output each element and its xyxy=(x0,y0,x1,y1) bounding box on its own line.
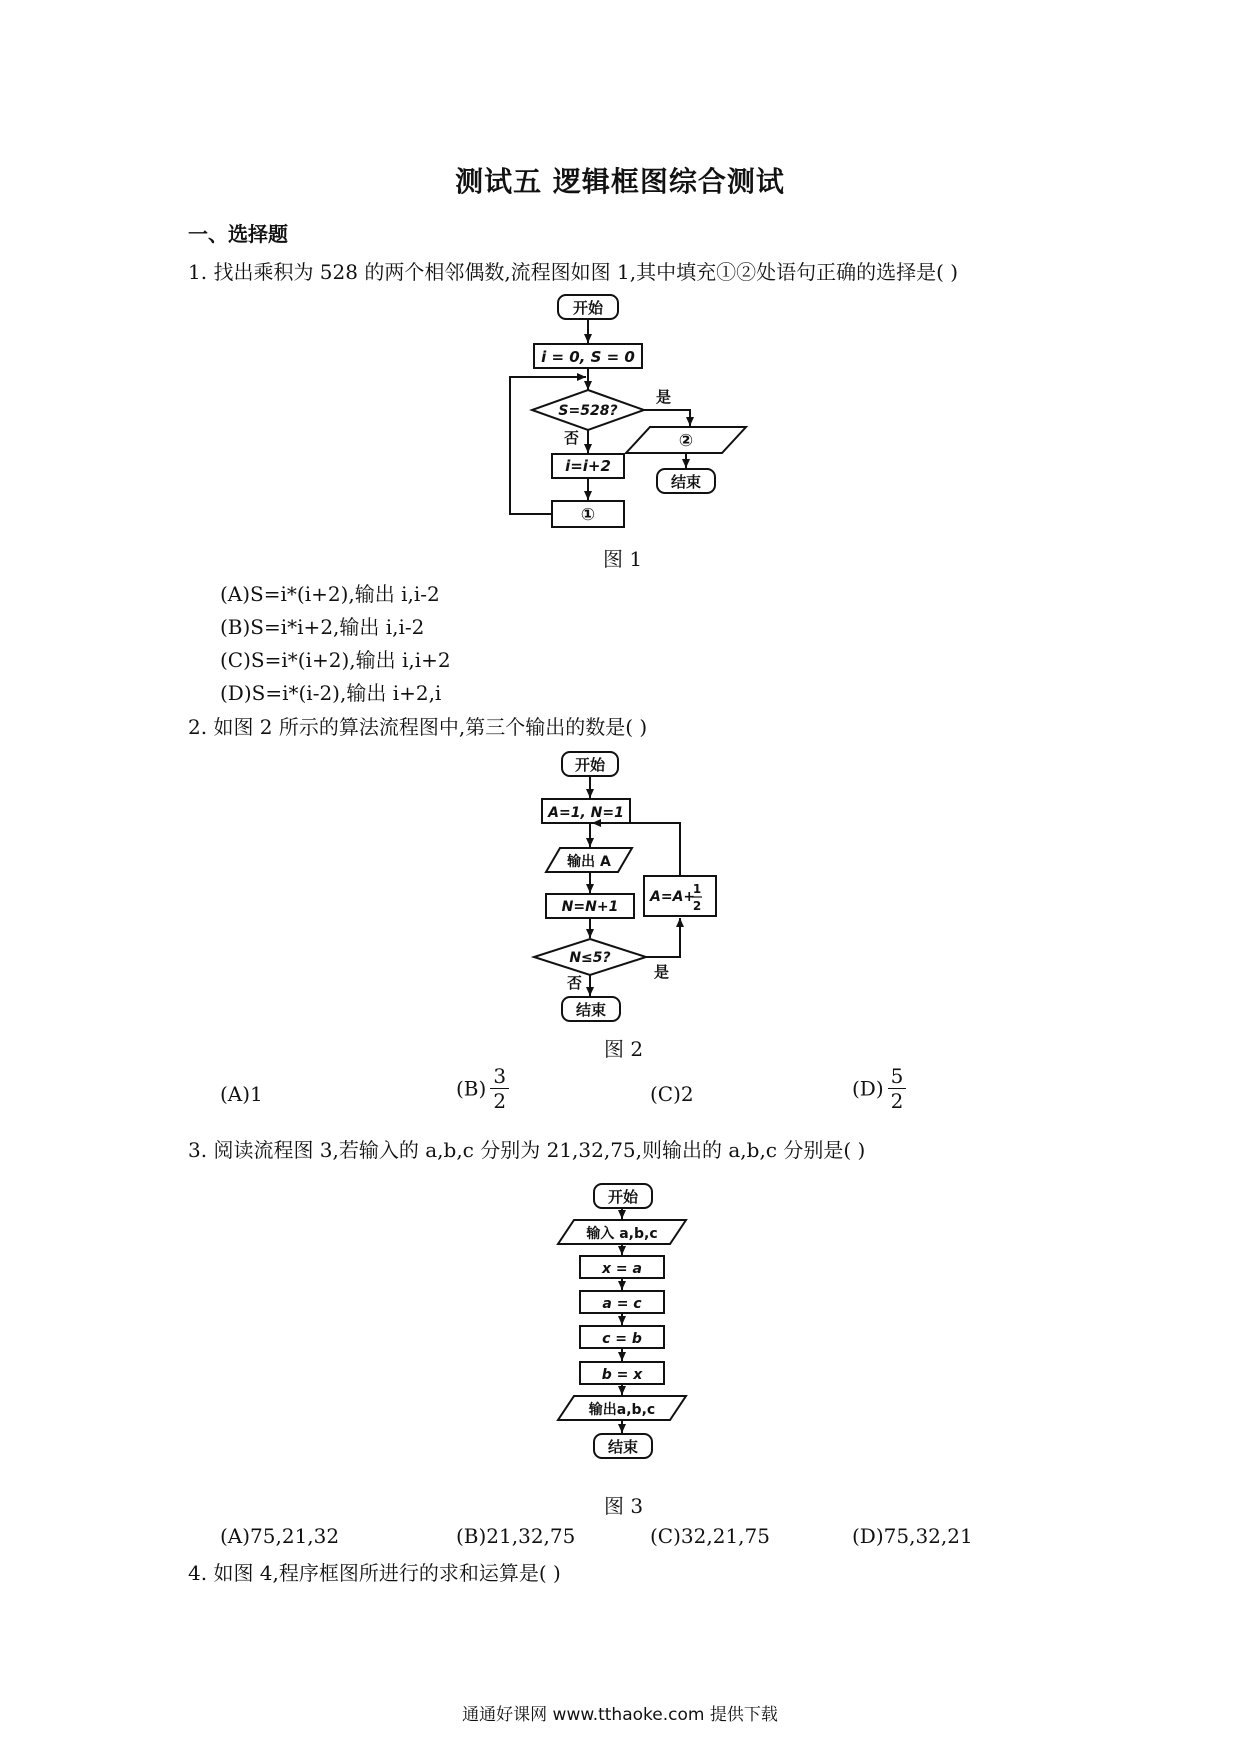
q1-option-b: (B)S=i*i+2,输出 i,i-2 xyxy=(220,615,425,639)
question-2-text: 2. 如图 2 所示的算法流程图中,第三个输出的数是( ) xyxy=(188,715,648,739)
page-footer: 通通好课网 www.tthaoke.com 提供下载 xyxy=(462,1705,778,1725)
section-heading: 一、选择题 xyxy=(188,222,288,246)
fc1-decision-label: S=528? xyxy=(558,403,618,419)
q2-option-d-denominator: 2 xyxy=(890,1089,904,1113)
q2-option-c: (C)2 xyxy=(650,1082,694,1106)
question-1-text: 1. 找出乘积为 528 的两个相邻偶数,流程图如图 1,其中填充①②处语句正确的选择是( ) xyxy=(188,260,959,284)
fc2-yes-label: 是 xyxy=(654,963,670,981)
q1-option-a: (A)S=i*(i+2),输出 i,i-2 xyxy=(220,582,440,606)
fc3-start-label: 开始 xyxy=(607,1188,639,1206)
flowchart-2 xyxy=(534,752,716,1021)
q2-option-b-numerator: 3 xyxy=(490,1064,509,1089)
q3-option-a: (A)75,21,32 xyxy=(220,1524,340,1548)
q2-option-b-denominator: 2 xyxy=(493,1089,507,1113)
figure-2-caption: 图 2 xyxy=(604,1037,644,1061)
q1-option-c: (C)S=i*(i+2),输出 i,i+2 xyxy=(220,648,451,672)
fc1-blank2-label: ② xyxy=(678,431,694,451)
fc2-update-label: A=A+ xyxy=(650,889,696,905)
q2-option-d-label: (D) xyxy=(852,1076,884,1101)
fc1-init-label: i = 0, S = 0 xyxy=(541,348,635,366)
fc2-decision-label: N≤5? xyxy=(569,950,611,966)
q2-option-d-numerator: 5 xyxy=(888,1064,907,1089)
q2-option-b-fraction xyxy=(490,1064,509,1113)
page-title: 测试五 逻辑框图综合测试 xyxy=(455,165,785,198)
fc3-step4-label: b = x xyxy=(601,1367,643,1383)
question-3-text: 3. 阅读流程图 3,若输入的 a,b,c 分别为 21,32,75,则输出的 a,b,c 分别是( ) xyxy=(188,1138,866,1162)
fc2-update-num: 1 xyxy=(692,882,702,896)
fc2-start-label: 开始 xyxy=(574,756,606,774)
q2-option-b xyxy=(456,1064,509,1113)
fc1-start-label: 开始 xyxy=(572,299,604,317)
figure-1-caption: 图 1 xyxy=(603,547,643,571)
fc2-output-label: 输出 A xyxy=(567,854,611,870)
fc2-update-den: 2 xyxy=(692,899,702,913)
q3-option-c: (C)32,21,75 xyxy=(650,1524,770,1548)
fc3-input-label: 输入 a,b,c xyxy=(586,1226,658,1242)
fc3-step3-label: c = b xyxy=(602,1331,642,1347)
q3-option-b: (B)21,32,75 xyxy=(456,1524,576,1548)
fc2-init-label: A=1, N=1 xyxy=(548,805,624,821)
fc1-yes-label: 是 xyxy=(656,388,672,406)
figure-3-caption: 图 3 xyxy=(604,1494,644,1518)
fc3-step1-label: x = a xyxy=(602,1261,642,1277)
fc2-step-label: N=N+1 xyxy=(561,899,619,915)
fc1-blank1-label: ① xyxy=(580,505,596,525)
fc2-no-label: 否 xyxy=(567,974,583,992)
q2-option-a: (A)1 xyxy=(220,1082,263,1106)
fc1-no-label: 否 xyxy=(564,429,580,447)
fc3-end-label: 结束 xyxy=(607,1438,639,1456)
question-4-text: 4. 如图 4,程序框图所进行的求和运算是( ) xyxy=(188,1561,561,1585)
q2-option-d-fraction xyxy=(888,1064,907,1113)
q1-option-d: (D)S=i*(i-2),输出 i+2,i xyxy=(220,681,442,705)
fc3-output-label: 输出a,b,c xyxy=(588,1402,656,1418)
fc1-end-label: 结束 xyxy=(670,473,702,491)
q2-option-b-label: (B) xyxy=(456,1076,487,1101)
fc1-step-label: i=i+2 xyxy=(565,457,611,475)
fc3-step2-label: a = c xyxy=(602,1296,642,1312)
q2-option-d xyxy=(852,1064,906,1113)
fc2-end-label: 结束 xyxy=(575,1001,607,1019)
q3-option-d: (D)75,32,21 xyxy=(852,1524,973,1548)
